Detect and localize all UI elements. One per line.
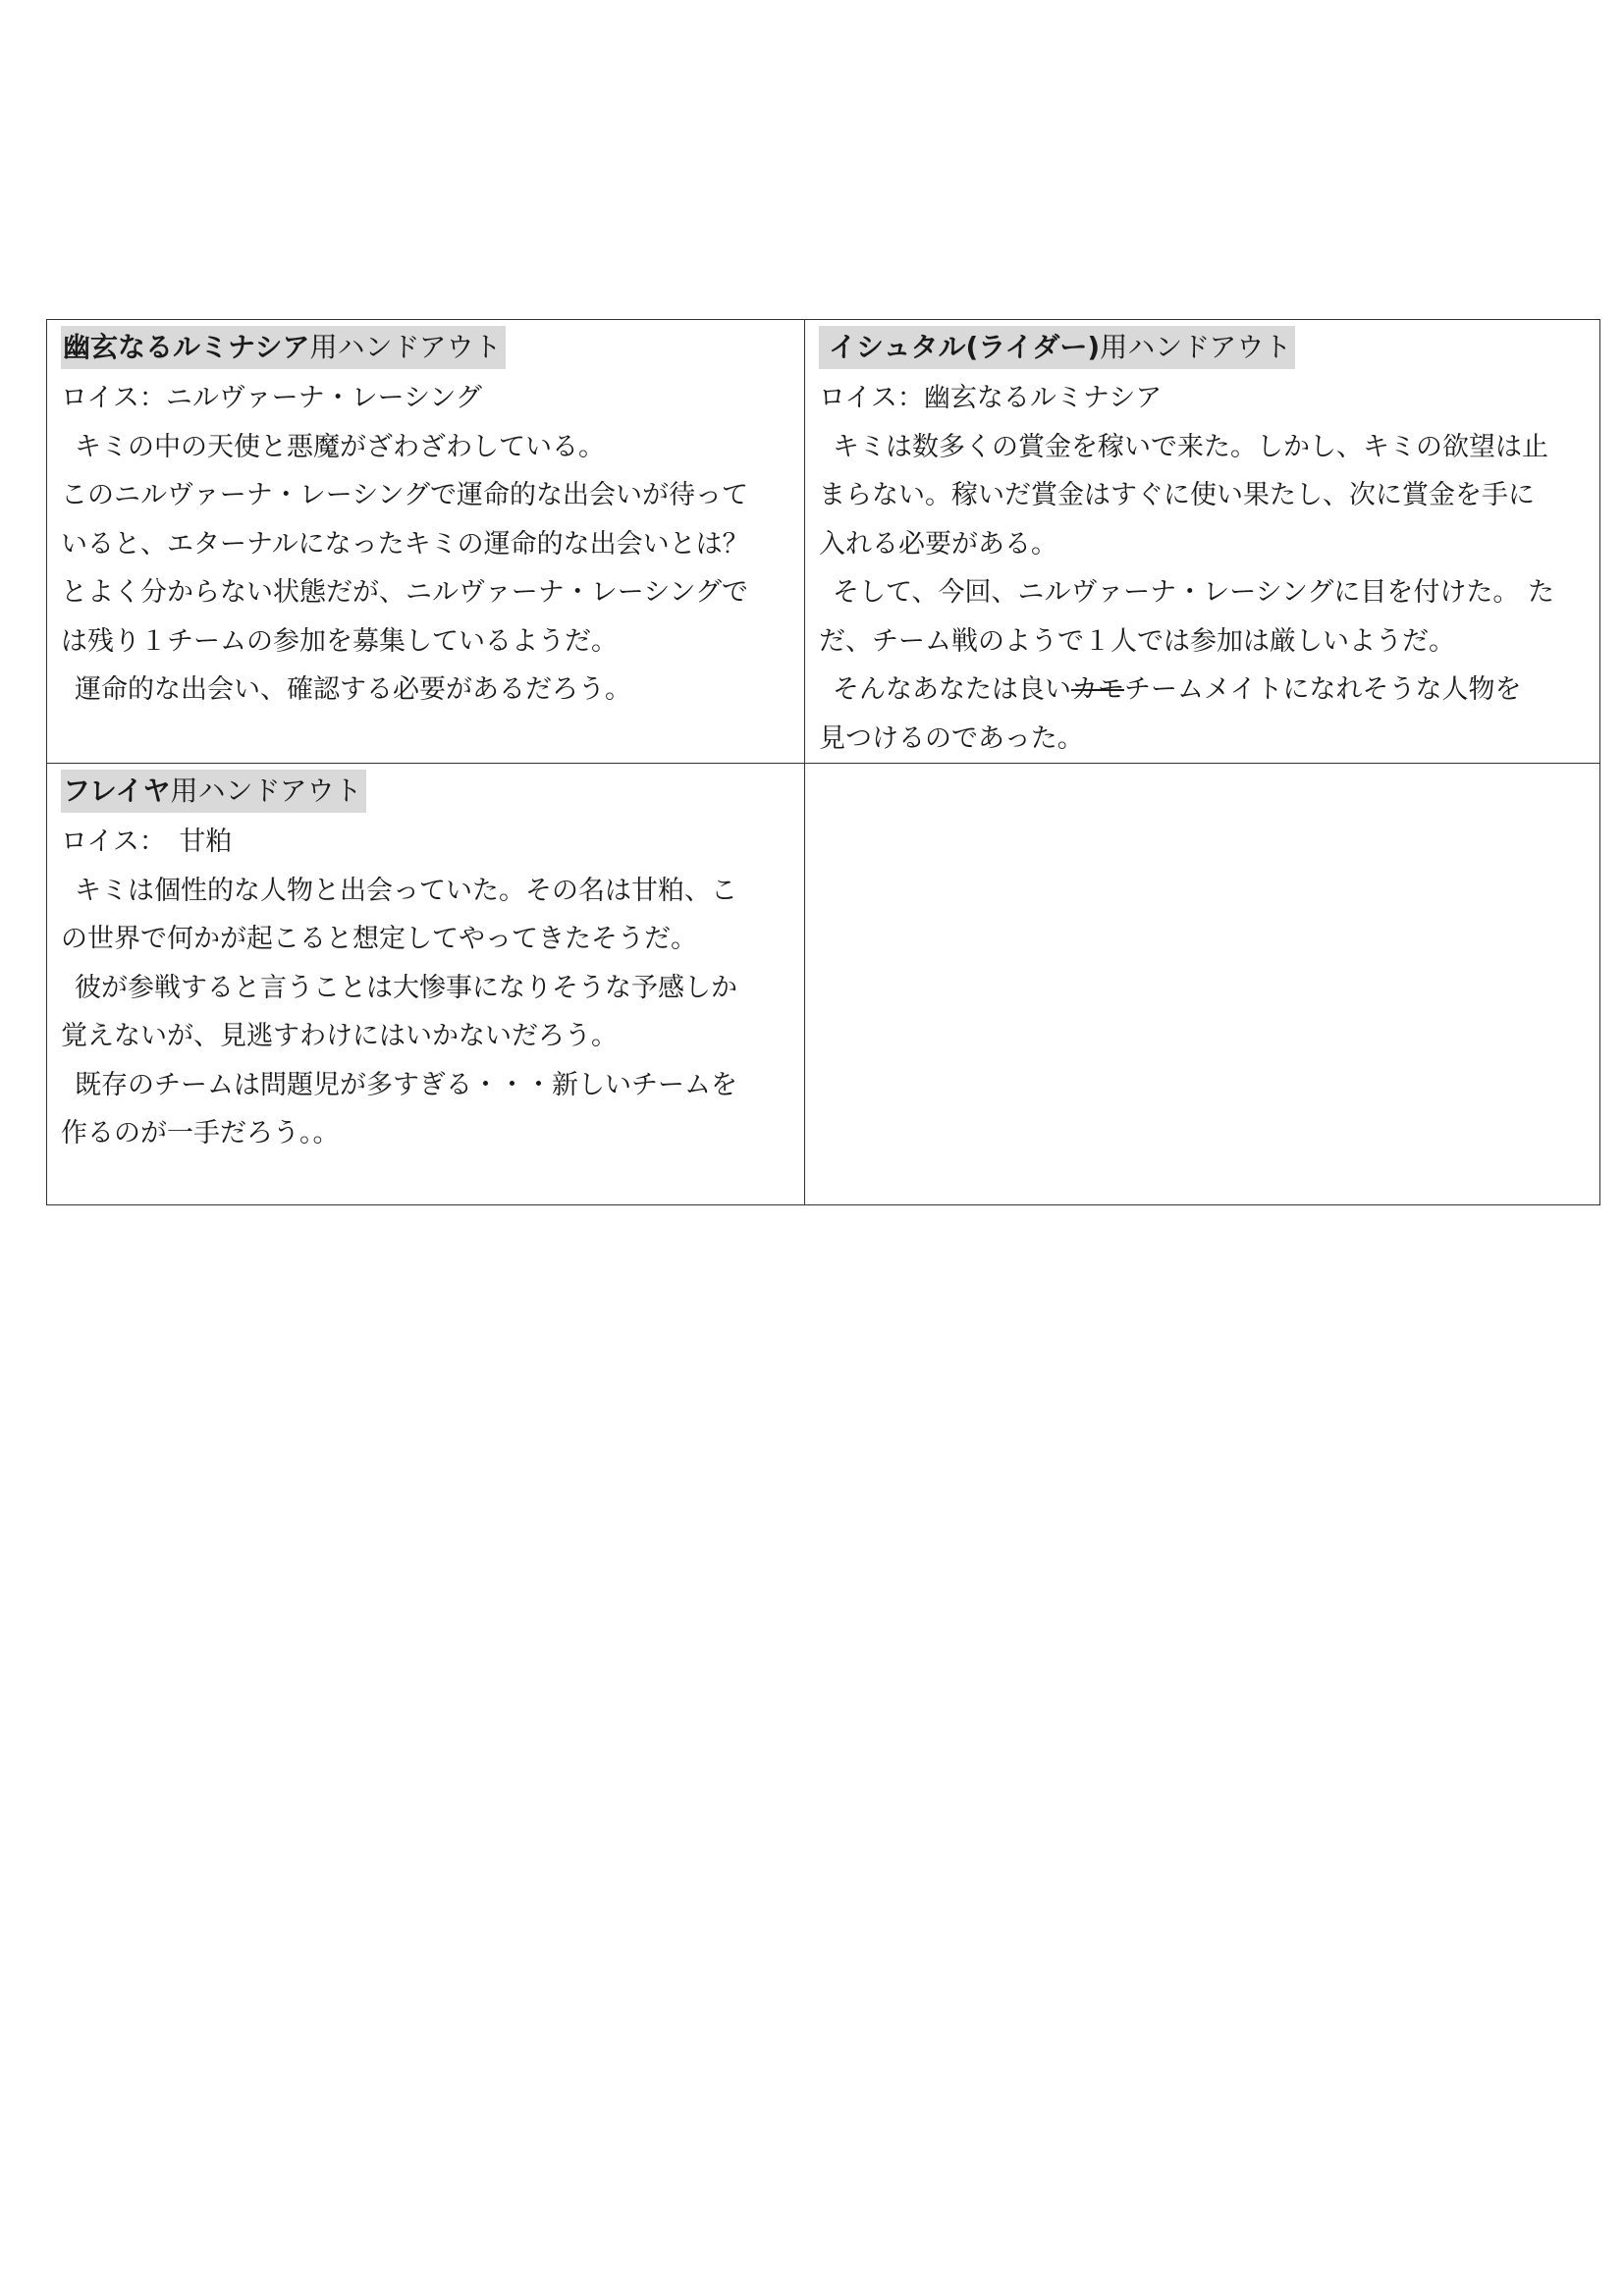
handout-title xyxy=(61,326,790,369)
body-line: 既存のチームは問題児が多すぎる・・・新しいチームを xyxy=(75,1069,737,1100)
handout-suffix: 用ハンドアウト xyxy=(1100,331,1292,363)
handout-suffix: 用ハンドアウト xyxy=(170,774,362,807)
text-segment: チームメイトになれそうな人物を xyxy=(1124,674,1522,705)
character-name: フレイヤ xyxy=(63,774,171,807)
struck-text: カモ xyxy=(1071,674,1124,705)
lois-line: ロイス：ニルヴァーナ・レーシング xyxy=(61,383,482,413)
body-line: 入れる必要がある。 xyxy=(819,528,1057,560)
handout-suffix: 用ハンドアウト xyxy=(309,331,502,363)
character-name: イシュタル(ライダー) xyxy=(829,331,1101,363)
body-line: とよく分からない状態だが、ニルヴァーナ・レーシングで xyxy=(61,577,748,608)
body-line: 作るのが一手だろう。。 xyxy=(61,1118,340,1148)
lois-line: ロイス： 甘粕 xyxy=(61,827,233,857)
body-line: の世界で何かが起こると想定してやってきたそうだ。 xyxy=(61,924,697,954)
body-line: キミは数多くの賞金を稼いで来た。しかし、キミの欲望は止 xyxy=(833,431,1548,462)
handout-cell-freya xyxy=(47,764,805,1205)
handout-row-1 xyxy=(47,320,1600,764)
title-highlight xyxy=(61,770,366,813)
handout-cell-empty xyxy=(805,764,1600,1205)
body-line: だ、チーム戦のようで１人では参加は厳しいようだ。 xyxy=(819,625,1455,657)
text-segment: そんなあなたは良い xyxy=(833,674,1071,705)
handout-table xyxy=(46,319,1600,1205)
handout-row-2 xyxy=(47,764,1600,1205)
handout-title xyxy=(819,326,1586,369)
body-line: 彼が参戦すると言うことは大惨事になりそうな予感しか xyxy=(75,972,737,1003)
body-line: まらない。稼いだ賞金はすぐに使い果たし、次に賞金を手に xyxy=(819,480,1535,510)
handout-cell-luminasia xyxy=(47,320,805,764)
body-line: このニルヴァーナ・レーシングで運命的な出会いが待って xyxy=(61,480,748,510)
character-name: 幽玄なるルミナシア xyxy=(63,331,310,363)
body-line: キミは個性的な人物と出会っていた。その名は甘粕、こ xyxy=(75,875,737,906)
body-line: 覚えないが、見逃すわけにはいかないだろう。 xyxy=(61,1021,618,1051)
handout-cell-ishtal xyxy=(805,320,1600,764)
body-line: は残り１チームの参加を募集しているようだ。 xyxy=(61,625,618,657)
title-highlight xyxy=(61,326,506,369)
body-line: そして、今回、ニルヴァーナ・レーシングに目を付けた。 た xyxy=(833,577,1555,608)
body-line: 見つけるのであった。 xyxy=(819,722,1084,754)
title-highlight xyxy=(819,326,1295,369)
body-line: キミの中の天使と悪魔がざわざわしている。 xyxy=(75,431,605,462)
body-line xyxy=(819,666,1586,715)
lois-line: ロイス：幽玄なるルミナシア xyxy=(819,383,1163,413)
body-line: いると、エターナルになったキミの運命的な出会いとは？ xyxy=(61,528,749,560)
body-line: 運命的な出会い、確認する必要があるだろう。 xyxy=(75,674,631,705)
handout-title xyxy=(61,770,790,813)
